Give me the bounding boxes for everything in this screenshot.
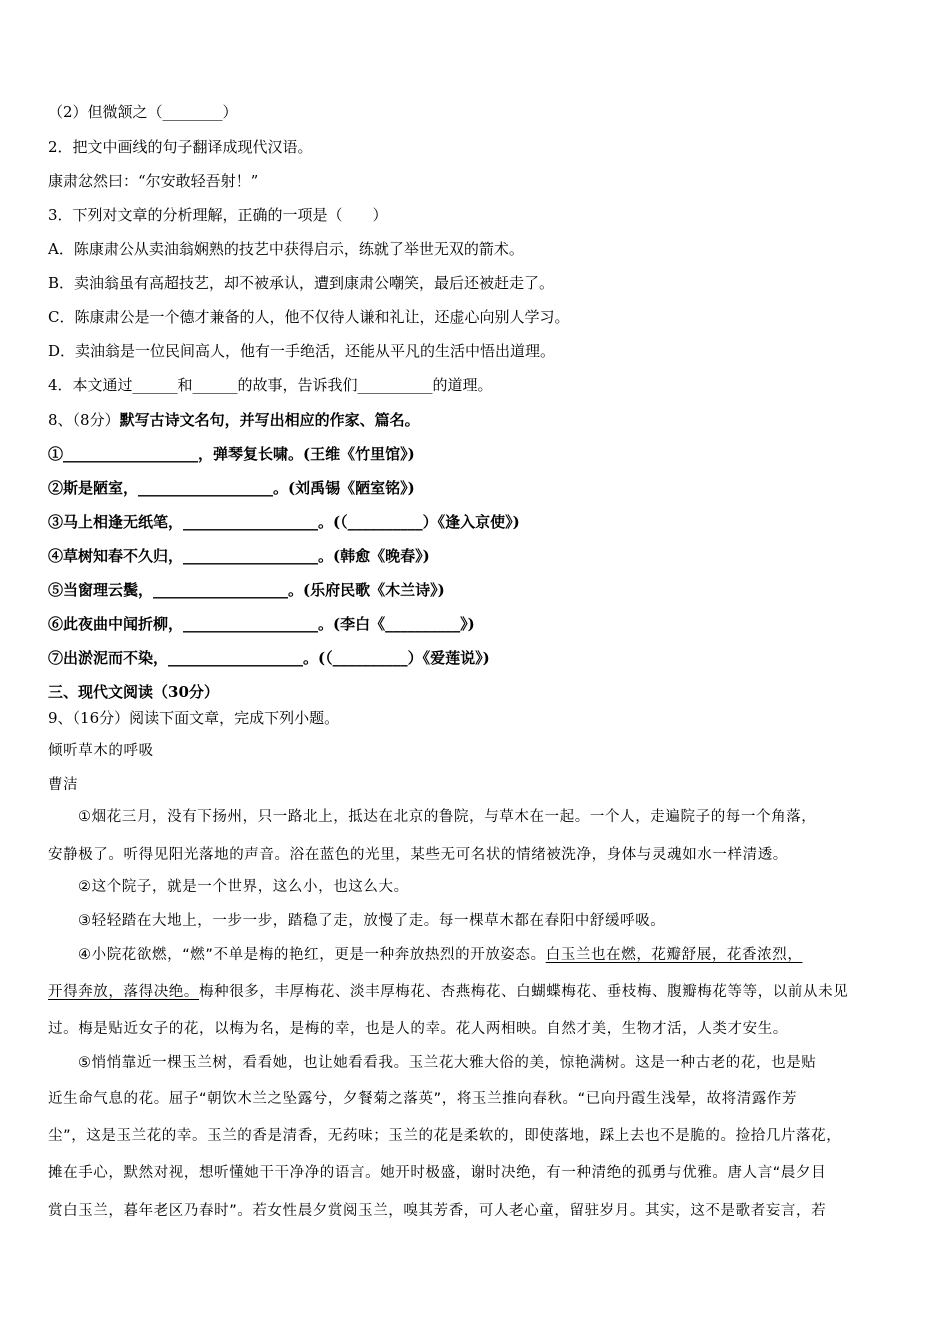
poem-blank-line: ⑥此夜曲中闻折柳，__________________。(李白《__________》) (48, 615, 475, 633)
paragraph-text: ④小院花欲燃，“燃”不单是梅的艳红，更是一种奔放热烈的开放姿态。 (78, 947, 546, 963)
poem-blank-line: ①__________________，弹琴复长啸。(王维《竹里馆》) (48, 445, 415, 463)
poem-blank-line: ②斯是陋室，__________________。(刘禹锡《陋室铭》) (48, 479, 415, 497)
score-label: 8、（8分） (48, 411, 120, 429)
question-line: 3．下列对文章的分析理解，正确的一项是（ ） (48, 206, 388, 224)
option-d: D．卖油翁是一位民间高人，他有一手绝活，还能从平凡的生活中悟出道理。 (48, 342, 556, 360)
underlined-sentence: 开得奔放，落得决绝。 (48, 984, 199, 1000)
section-heading-8 (48, 410, 420, 430)
paragraph-line: 过。梅是贴近女子的花，以梅为名，是梅的幸，也是人的幸。花人两相映。自然才美，生物才活，人类才安生。 (48, 1021, 788, 1037)
poem-blank-line: ⑤当窗理云鬓，__________________。(乐府民歌《木兰诗》) (48, 581, 445, 599)
section-instruction: 默写古诗文名句，并写出相应的作家、篇名。 (119, 411, 420, 429)
paragraph-line: 赏白玉兰，暮年老区乃春时”。若女性晨夕赏阅玉兰，嗅其芳香，可人老心童，留驻岁月。其实，这不是歌者妄言，若 (48, 1203, 827, 1219)
poem-blank-line: ⑦出淤泥而不染，__________________。(（__________）《爱莲说》) (48, 649, 490, 667)
underlined-sentence: 白玉兰也在燃，花瓣舒展，花香浓烈， (545, 947, 803, 963)
paragraph-line: 尘”，这是玉兰花的幸。玉兰的香是清香，无药味；玉兰的花是柔软的，即使落地，踩上去也不是脆的。捡拾几片落花， (48, 1128, 842, 1144)
question-line: 9、（16分）阅读下面文章，完成下列小题。 (48, 709, 340, 727)
section-heading-3: 三、现代文阅读（30分） (48, 683, 219, 701)
article-author: 曹洁 (48, 777, 79, 793)
quote-line: 康肃忿然曰：“尔安敢轻吾射！” (48, 172, 259, 190)
article-title: 倾听草木的呼吸 (48, 743, 154, 759)
option-c: C．陈康肃公是一个德才兼备的人，他不仅待人谦和礼让，还虚心向别人学习。 (48, 308, 570, 326)
paragraph-line: ②这个院子，就是一个世界，这么小，也这么大。 (78, 879, 409, 895)
paragraph-line: ⑤悄悄靠近一棵玉兰树，看看她，也让她看看我。玉兰花大雅大俗的美，惊艳满树。这是一种古老的花，也是贴 (78, 1055, 817, 1071)
paragraph-line: 安静极了。听得见阳光落地的声音。浴在蓝色的光里，某些无可名状的情绪被洗净，身体与灵魂如水一样清透。 (48, 847, 788, 863)
question-line: 4．本文通过______和______的故事，告诉我们__________的道理。 (48, 376, 493, 394)
paragraph-text: 梅种很多，丰厚梅花、淡丰厚梅花、杏燕梅花、白蝴蝶梅花、垂枝梅、腹瓣梅花等等，以前从未见 (199, 984, 849, 1000)
paragraph-line: 摊在手心，默然对视，想听懂她干干净净的语言。她开时极盛，谢时决绝，有一种清绝的孤勇与优雅。唐人言“晨夕目 (48, 1165, 827, 1181)
paragraph-line (48, 982, 848, 1002)
poem-blank-line: ④草树知春不久归，__________________。(韩愈《晚春》) (48, 547, 430, 565)
paragraph-line: 近生命气息的花。屈子“朝饮木兰之坠露兮，夕餐菊之落英”，将玉兰推向春秋。“已向丹霞生浅晕，故将清露作芳 (48, 1091, 798, 1107)
option-a: A．陈康肃公从卖油翁娴熟的技艺中获得启示，练就了举世无双的箭术。 (48, 240, 524, 258)
paragraph-line: ①烟花三月，没有下扬州，只一路北上，抵达在北京的鲁院，与草木在一起。一个人，走遍院子的每一个角落， (78, 809, 817, 825)
question-line: 2．把文中画线的句子翻译成现代汉语。 (48, 138, 313, 156)
paragraph-line (78, 945, 802, 965)
poem-blank-line: ③马上相逢无纸笔，__________________。(（__________）《逢入京使》) (48, 513, 520, 531)
option-b: B．卖油翁虽有高超技艺，却不被承认，遭到康肃公嘲笑，最后还被赶走了。 (48, 274, 555, 292)
paragraph-line: ③轻轻踏在大地上，一步一步，踏稳了走，放慢了走。每一棵草木都在春阳中舒缓呼吸。 (78, 913, 666, 929)
question-line: （2）但微颔之（________） (48, 103, 238, 121)
